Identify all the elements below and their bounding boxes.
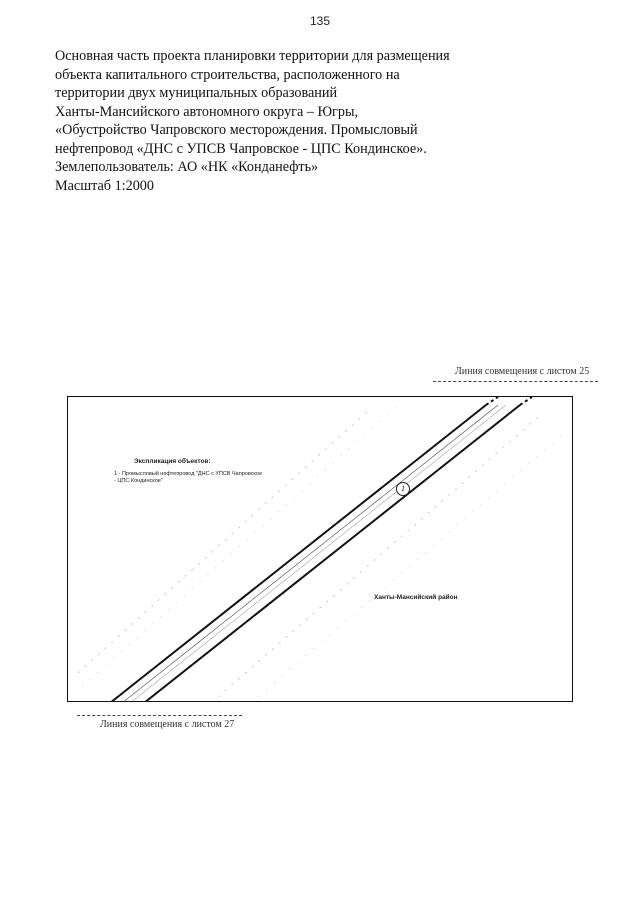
header-line: Основная часть проекта планировки территории для размещения <box>55 48 450 64</box>
legend-item: - ЦПС Кондинское" <box>114 478 163 484</box>
match-line-bottom-label: Линия совмещения с листом 27 <box>100 719 235 730</box>
district-label: Ханты-Мансийский район <box>374 594 458 601</box>
pipeline-axis <box>122 405 498 702</box>
match-line-top-label: Линия совмещения с листом 25 <box>455 366 590 377</box>
contour-line <box>78 411 368 673</box>
pipeline-axis <box>130 405 506 702</box>
corridor-boundary-lower <box>144 405 520 702</box>
contour-line <box>82 405 398 687</box>
map-drawing <box>68 397 573 702</box>
map-frame <box>67 396 573 702</box>
header-line: «Обустройство Чапровского месторождения. Промысловый <box>55 122 418 138</box>
corridor-continuation <box>520 397 532 405</box>
legend-title: Экспликация объектов: <box>134 458 211 465</box>
match-line-top <box>433 381 598 382</box>
legend-item: 1 - Промысловый нефтепровод "ДНС с УПСВ Чапровское <box>114 471 263 477</box>
header-line: территории двух муниципальных образований <box>55 85 338 101</box>
object-marker: 1 <box>396 482 410 496</box>
objects-legend <box>114 458 299 485</box>
header-line: Землепользователь: АО «НК «Конданефть» <box>55 159 319 175</box>
header-line: Ханты-Мансийского автономного округа – Югры, <box>55 103 359 120</box>
match-line-bottom <box>77 715 242 716</box>
header-line: нефтепровод «ДНС с УПСВ Чапровское - ЦПС Кондинское». <box>55 140 427 157</box>
contour-line <box>258 432 566 697</box>
corridor-continuation <box>486 397 498 405</box>
header-line: Масштаб 1:2000 <box>55 177 154 194</box>
document-header <box>55 47 450 195</box>
header-line: объекта капитального строительства, расположенного на <box>55 66 400 83</box>
corridor-boundary-upper <box>110 405 486 702</box>
page-number: 135 <box>309 14 331 28</box>
